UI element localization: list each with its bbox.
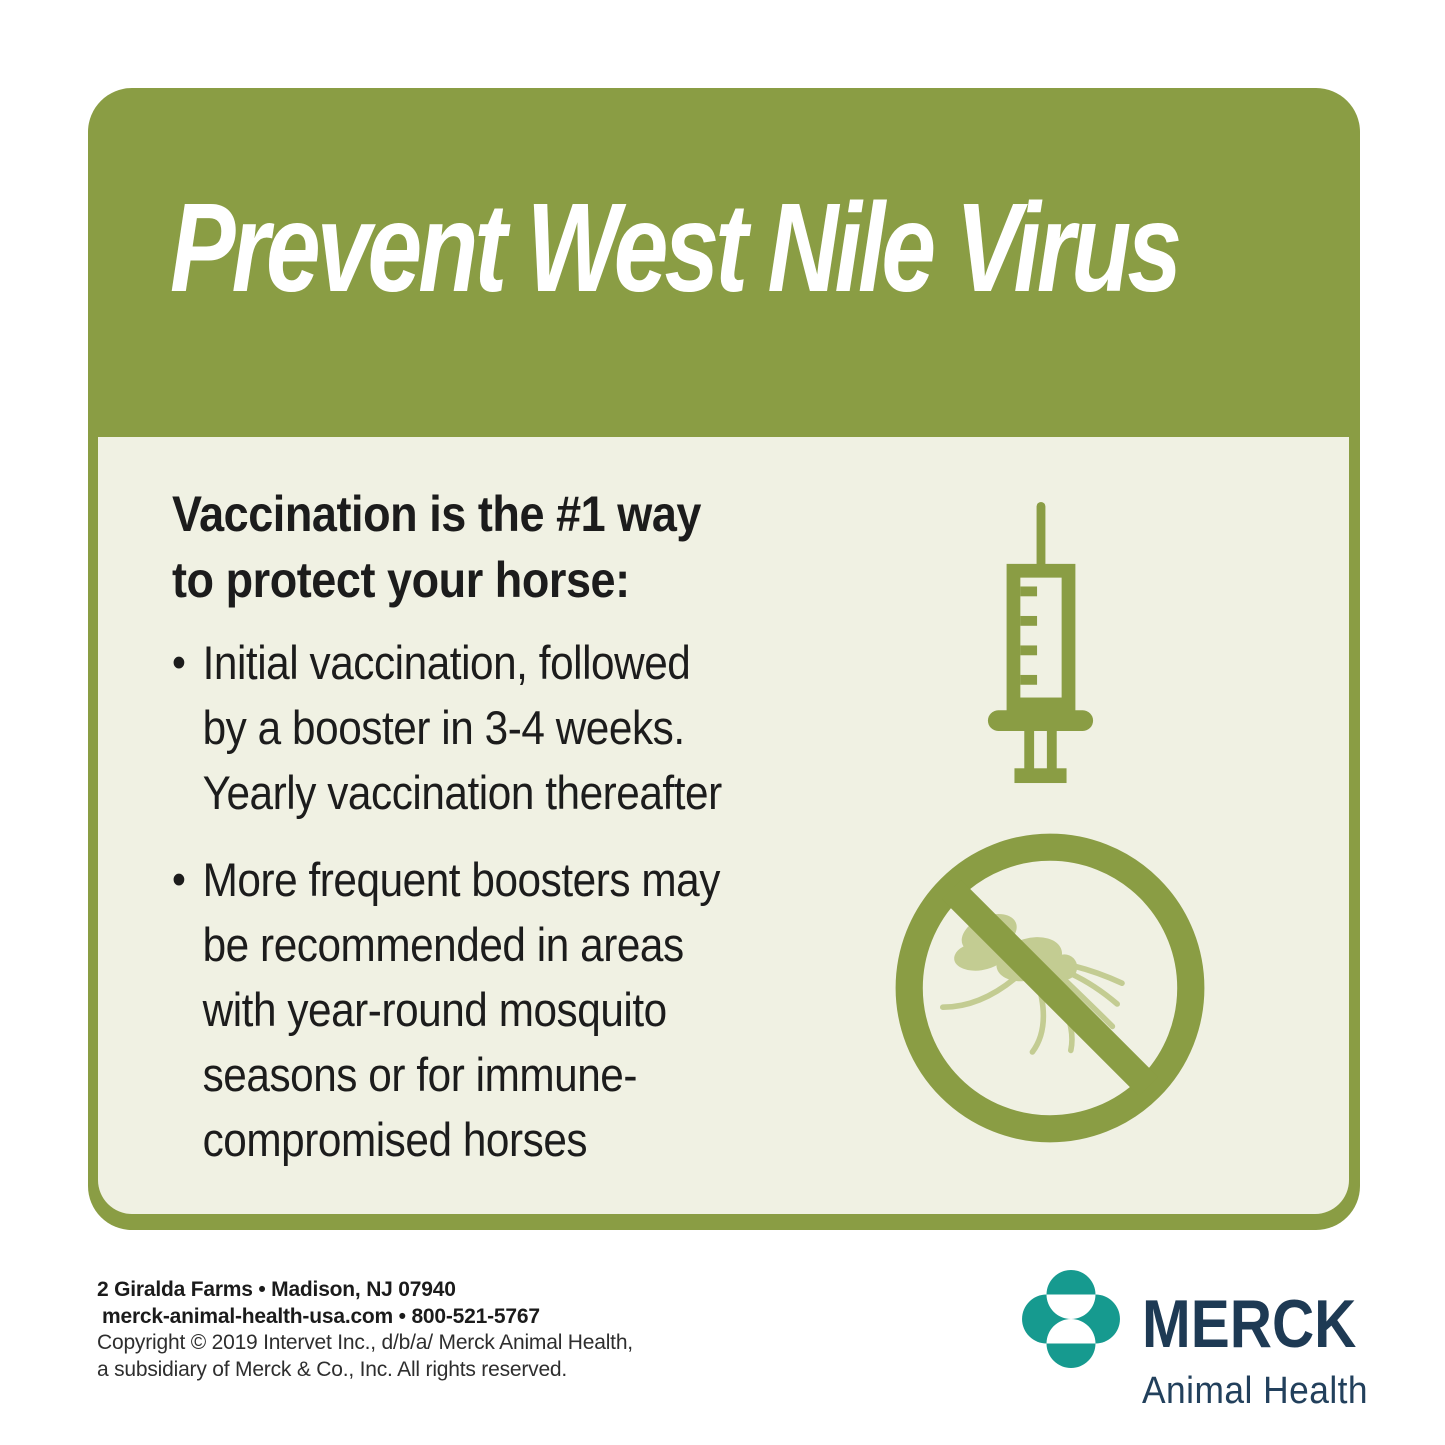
bullet-list bbox=[172, 630, 722, 1172]
bullet-line: be recommended in areas bbox=[202, 918, 684, 971]
footer-contact-line: merck-animal-health-usa.com • 800-521-5767 bbox=[102, 1304, 540, 1328]
bullet-text bbox=[203, 630, 722, 825]
bullet-line: Yearly vaccination thereafter bbox=[202, 766, 722, 819]
syringe-icon bbox=[985, 500, 1096, 790]
merck-brand-text: MERCK bbox=[1142, 1286, 1357, 1362]
bullet-line: seasons or for immune- bbox=[202, 1048, 638, 1101]
list-item bbox=[172, 847, 722, 1172]
merck-division-text: Animal Health bbox=[1142, 1370, 1369, 1412]
footer-address-block bbox=[97, 1277, 633, 1383]
footer-address-line: 2 Giralda Farms • Madison, NJ 07940 bbox=[97, 1278, 456, 1301]
infographic-card bbox=[88, 88, 1360, 1230]
merck-animal-health-logo bbox=[1020, 1268, 1391, 1410]
bullet-icon: • bbox=[172, 855, 186, 904]
body-panel bbox=[98, 437, 1349, 1214]
list-item bbox=[172, 630, 722, 825]
bullet-icon: • bbox=[172, 638, 186, 687]
bullet-text bbox=[203, 847, 720, 1172]
bullet-line: with year-round mosquito bbox=[202, 983, 667, 1036]
bullet-line: More frequent boosters may bbox=[202, 853, 720, 906]
no-mosquito-icon bbox=[890, 828, 1210, 1153]
bullet-line: Initial vaccination, followed bbox=[202, 636, 691, 689]
footer-copyright-line-2: a subsidiary of Merck & Co., Inc. All rights reserved. bbox=[97, 1357, 568, 1381]
merck-flower-icon bbox=[1020, 1268, 1122, 1370]
merck-logo-text bbox=[1142, 1286, 1391, 1412]
page-title: Prevent West Nile Virus bbox=[170, 177, 1179, 318]
bullet-line: by a booster in 3-4 weeks. bbox=[202, 701, 685, 754]
footer-copyright-line-1: Copyright © 2019 Intervet Inc., d/b/a/ Merck Animal Health, bbox=[97, 1331, 633, 1354]
bullet-line: compromised horses bbox=[202, 1113, 588, 1166]
vaccination-heading bbox=[172, 481, 722, 613]
heading-line-1: Vaccination is the #1 way bbox=[172, 486, 702, 542]
heading-line-2: to protect your horse: bbox=[172, 552, 630, 608]
body-text-block bbox=[172, 481, 722, 1172]
